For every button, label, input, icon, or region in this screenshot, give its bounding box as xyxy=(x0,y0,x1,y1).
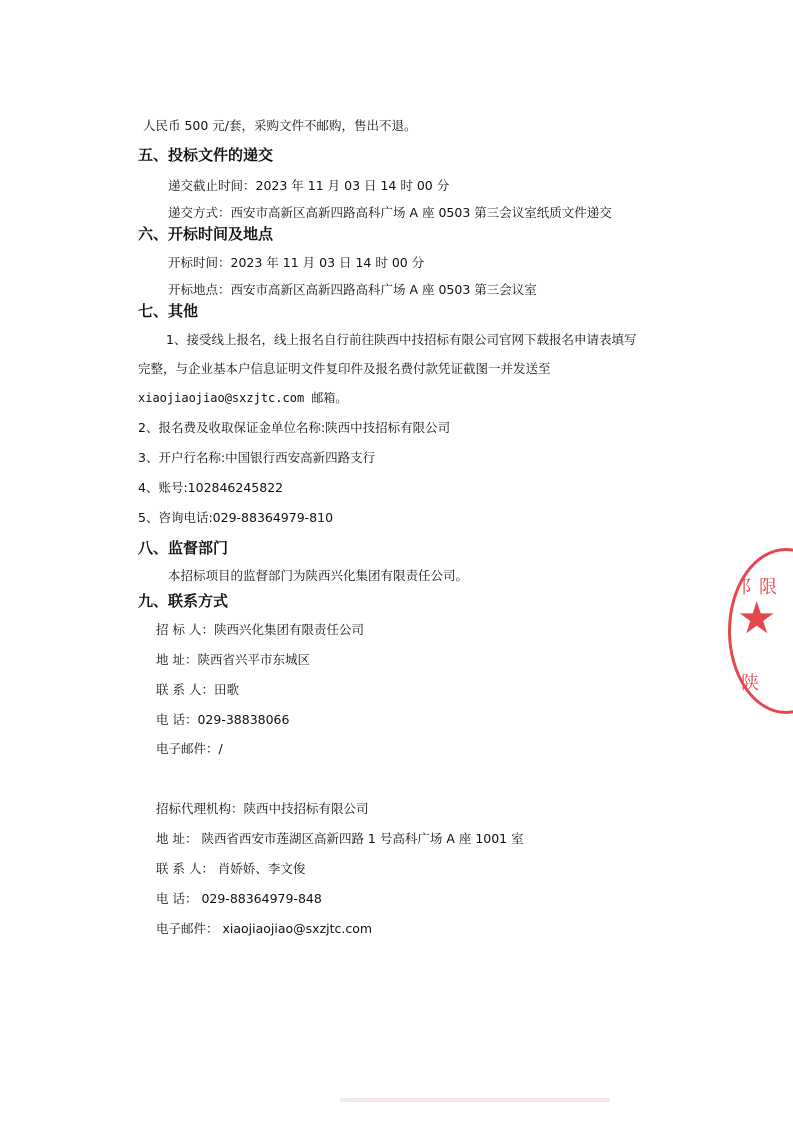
text-line: 4、账号:102846245822 xyxy=(138,480,284,495)
text-line: 人民币 500 元/套，采购文件不邮购，售出不退。 xyxy=(143,118,417,133)
text-line: 完整，与企业基本户信息证明文件复印件及报名费付款凭证截图一并发送至 xyxy=(138,361,551,376)
star-icon: ★ xyxy=(737,593,777,644)
section-heading: 九、联系方式 xyxy=(138,592,229,610)
text-line: 3、开户行名称:中国银行西安高新四路支行 xyxy=(138,450,376,465)
section-heading: 五、投标文件的递交 xyxy=(138,146,274,164)
agent-line: 招标代理机构：陕西中技招标有限公司 xyxy=(156,801,369,816)
section-heading: 八、监督部门 xyxy=(138,539,229,557)
contact-line: 电 话：029-38838066 xyxy=(156,712,290,727)
text-line: 开标地点：西安市高新区高新四路高科广场 A 座 0503 第三会议室 xyxy=(168,282,537,297)
section-heading: 六、开标时间及地点 xyxy=(138,225,274,243)
text-line: 1、接受线上报名，线上报名自行前往陕西中技招标有限公司官网下载报名申请表填写 xyxy=(166,332,637,347)
contact-line: 招 标 人：陕西兴化集团有限责任公司 xyxy=(156,622,364,637)
seal-glyph: 阝限 xyxy=(741,577,777,598)
contact-line: 地 址：陕西省兴平市东城区 xyxy=(156,652,310,667)
text-line: 本招标项目的监督部门为陕西兴化集团有限责任公司。 xyxy=(168,568,469,583)
text-line: 开标时间：2023 年 11 月 03 日 14 时 00 分 xyxy=(168,255,425,270)
text-line: 递交截止时间：2023 年 11 月 03 日 14 时 00 分 xyxy=(168,178,450,193)
agent-line: 地 址： 陕西省西安市莲湖区高新四路 1 号高科广场 A 座 1001 室 xyxy=(156,831,524,846)
agent-line: 电 话： 029-88364979-848 xyxy=(156,891,322,906)
text-line: 2、报名费及收取保证金单位名称:陕西中技招标有限公司 xyxy=(138,420,451,435)
contact-line: 电子邮件：/ xyxy=(156,741,223,756)
contact-line: 联 系 人：田歌 xyxy=(156,682,239,697)
seal-glyph: 陕 xyxy=(741,673,759,694)
email-line: xiaojiaojiao@sxzjtc.com 邮箱。 xyxy=(138,391,348,405)
text-line: 递交方式：西安市高新区高新四路高科广场 A 座 0503 第三会议室纸质文件递交 xyxy=(168,205,612,220)
agent-line: 电子邮件： xiaojiaojiao@sxzjtc.com xyxy=(156,921,373,936)
agent-line: 联 系 人： 肖娇娇、李文俊 xyxy=(156,861,306,876)
section-heading: 七、其他 xyxy=(138,302,199,320)
red-seal-stamp xyxy=(728,548,793,714)
text-line: 5、咨询电话:029-88364979-810 xyxy=(138,510,334,525)
scan-artifact xyxy=(340,1098,610,1102)
